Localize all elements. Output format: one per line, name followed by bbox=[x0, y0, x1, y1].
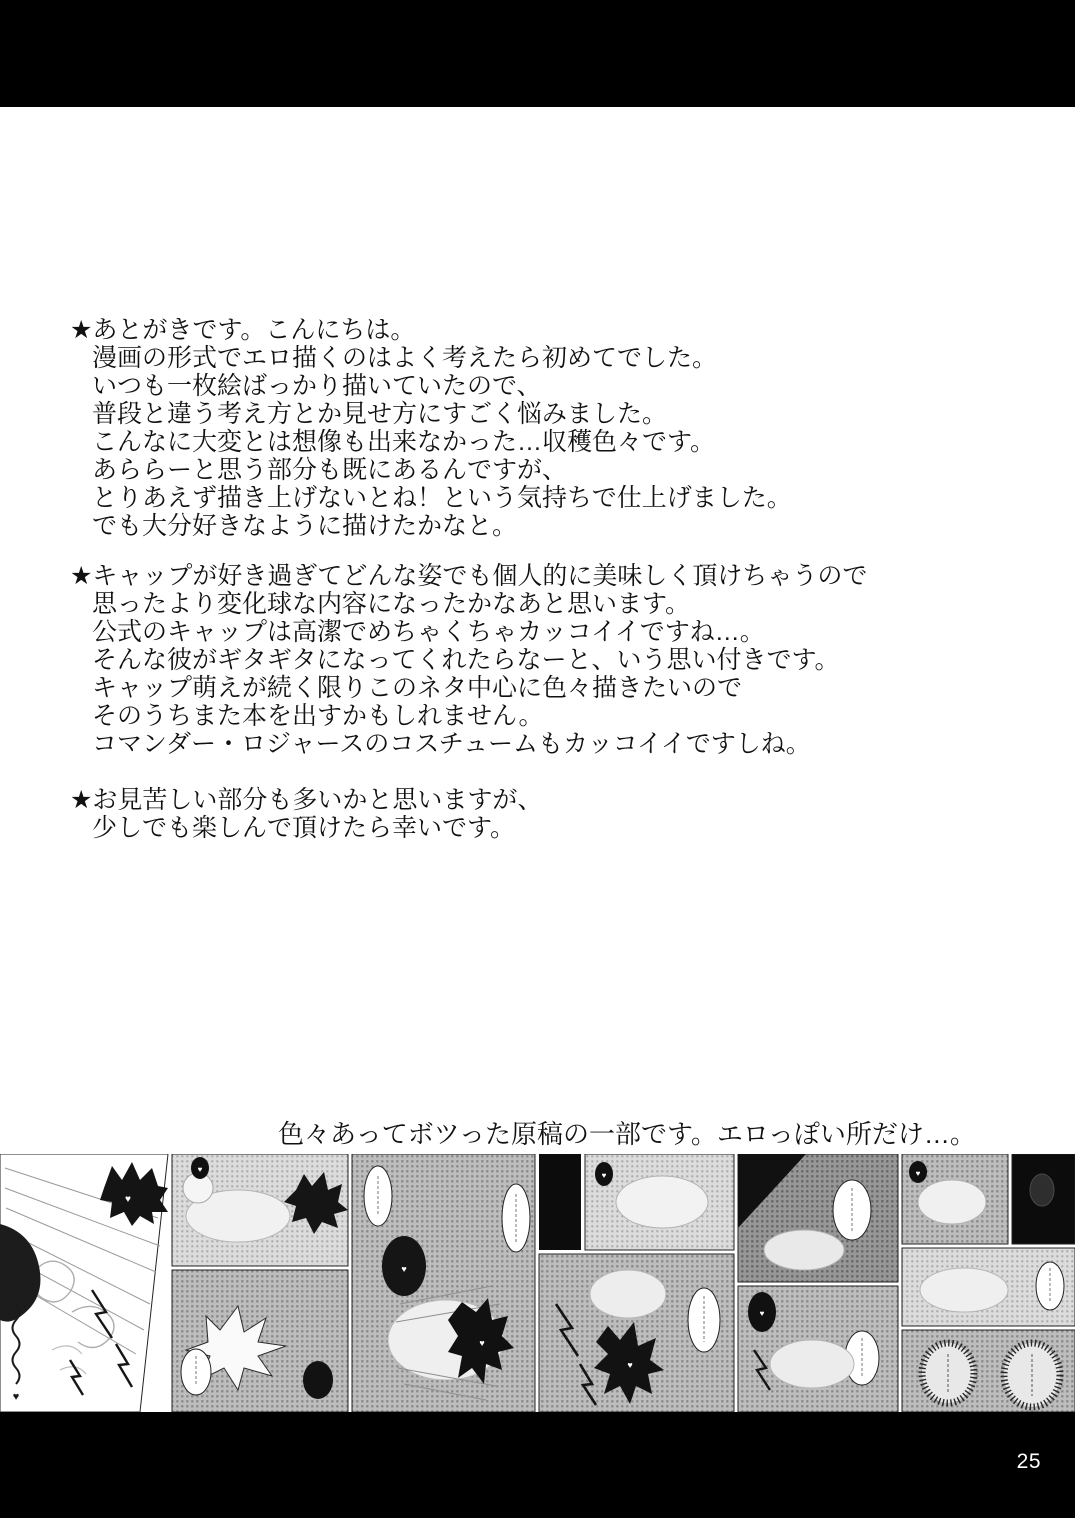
afterword-line: あららーと思う部分も既にあるんですが、 bbox=[92, 456, 568, 484]
bottom-black-bar bbox=[0, 1412, 1075, 1518]
collage-caption: 色々あってボツった原稿の一部です。エロっぽい所だけ…。 bbox=[278, 1119, 976, 1149]
afterword-line: そんな彼がギタギタになってくれたらなーと、いう思い付きです。 bbox=[92, 646, 840, 674]
afterword-block-3 bbox=[70, 786, 542, 842]
afterword-line: コマンダー・ロジャースのコスチュームもカッコイイですしね。 bbox=[92, 730, 811, 758]
afterword-line: 少しでも楽しんで頂けたら幸いです。 bbox=[92, 814, 516, 842]
heart-icon: ♥ bbox=[197, 1165, 203, 1174]
afterword-line: 普段と違う考え方とか見せ方にすごく悩みました。 bbox=[92, 400, 668, 428]
heart-icon: ♥ bbox=[12, 1391, 20, 1403]
afterword-line: ★お見苦しい部分も多いかと思いますが、 bbox=[70, 786, 543, 814]
afterword-line: とりあえず描き上げないとね！という気持ちで仕上げました。 bbox=[92, 484, 792, 512]
afterword-line: 漫画の形式でエロ描くのはよく考えたら初めてでした。 bbox=[92, 344, 718, 372]
heart-icon: ♥ bbox=[401, 1264, 407, 1274]
heart-icon: ♥ bbox=[479, 1338, 485, 1348]
collage-panel-3 bbox=[352, 1154, 535, 1412]
top-black-bar bbox=[0, 0, 1075, 107]
afterword-line: でも大分好きなように描けたかなと。 bbox=[92, 512, 518, 540]
afterword-line: そのうちまた本を出すかもしれません。 bbox=[92, 702, 544, 730]
collage-panel-4 bbox=[539, 1154, 734, 1412]
page-number: 25 bbox=[1016, 1450, 1041, 1473]
afterword-line: いつも一枚絵ばっかり描いていたので、 bbox=[92, 372, 542, 400]
rejected-draft-collage bbox=[0, 1154, 1075, 1412]
heart-icon: ♥ bbox=[125, 1194, 131, 1205]
afterword-line: 思ったより変化球な内容になったかなあと思います。 bbox=[92, 590, 691, 618]
heart-icon: ♥ bbox=[601, 1171, 607, 1180]
collage-panel-2 bbox=[172, 1154, 348, 1412]
afterword-block-2 bbox=[70, 562, 867, 758]
collage-panel-5 bbox=[738, 1154, 898, 1412]
afterword-line: ★あとがきです。こんにちは。 bbox=[70, 316, 416, 344]
afterword-line: ★キャップが好き過ぎてどんな姿でも個人的に美味しく頂けちゃうので bbox=[70, 562, 868, 590]
collage-panel-6 bbox=[902, 1154, 1075, 1412]
heart-icon: ♥ bbox=[627, 1360, 633, 1370]
botsu-collage-image bbox=[0, 1154, 1075, 1412]
heart-icon: ♥ bbox=[759, 1309, 765, 1318]
afterword-line: こんなに大変とは想像も出来なかった…収穫色々です。 bbox=[92, 428, 716, 456]
afterword-line: 公式のキャップは高潔でめちゃくちゃカッコイイですね…。 bbox=[92, 618, 765, 646]
afterword-block-1 bbox=[70, 316, 792, 540]
collage-panel-sketch bbox=[0, 1154, 168, 1412]
heart-icon: ♥ bbox=[915, 1169, 921, 1178]
afterword-line: キャップ萌えが続く限りこのネタ中心に色々描きたいので bbox=[92, 674, 743, 702]
